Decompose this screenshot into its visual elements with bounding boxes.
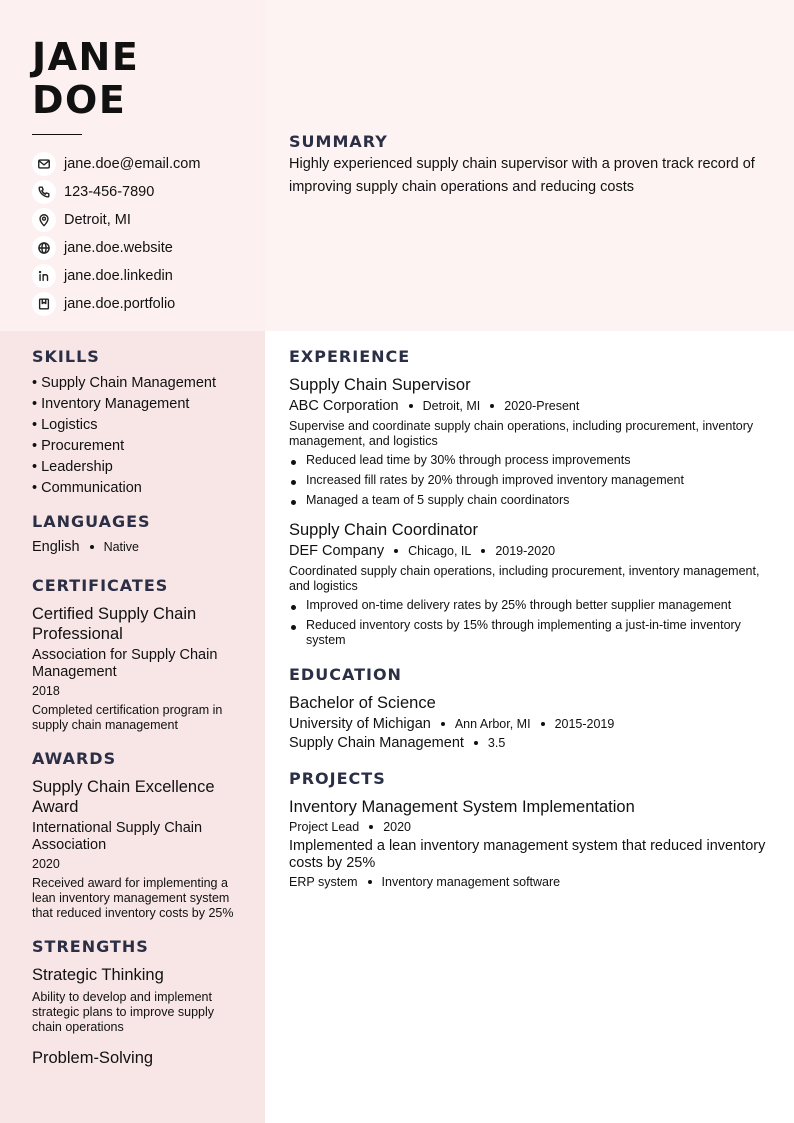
projects-title: PROJECTS	[289, 769, 386, 788]
candidate-name	[32, 36, 139, 122]
summary-text: Highly experienced supply chain supervisor with a proven track record of improving supply chain operations and reducing costs	[289, 156, 755, 195]
separator-dot	[474, 741, 478, 745]
project-desc: Implemented a lean inventory management system that reduced inventory costs by 25%	[289, 838, 766, 871]
job-meta	[289, 543, 774, 559]
award-org: International Supply Chain Association	[32, 820, 203, 853]
separator-dot	[481, 549, 485, 553]
contact-linkedin[interactable]	[32, 262, 200, 290]
certificates-section	[32, 576, 242, 733]
contact-website[interactable]	[32, 234, 200, 262]
language-level: Native	[103, 540, 139, 554]
location-pin-icon	[32, 208, 56, 232]
experience-item	[289, 520, 774, 648]
name-first: JANE	[32, 35, 140, 79]
strength-name: Strategic Thinking	[32, 966, 164, 984]
job-desc: Supervise and coordinate supply chain operations, including procurement, inventory management, and logistics	[289, 419, 754, 448]
project-tag: Inventory management software	[381, 875, 561, 889]
gpa: 3.5	[487, 736, 506, 750]
education-title: EDUCATION	[289, 665, 402, 684]
job-dates: 2020-Present	[504, 399, 580, 413]
summary-title: SUMMARY	[289, 132, 388, 151]
education-section	[289, 665, 774, 751]
school-name: University of Michigan	[289, 716, 431, 732]
job-location: Chicago, IL	[408, 544, 472, 558]
job-meta	[289, 398, 774, 414]
contact-email[interactable]	[32, 150, 200, 178]
list-item: Increased fill rates by 20% through improved inventory management	[289, 473, 774, 488]
languages-section	[32, 512, 242, 555]
project-tags	[289, 875, 774, 889]
list-item: • Leadership	[32, 459, 113, 475]
job-dates: 2019-2020	[495, 544, 556, 558]
contact-website-text: jane.doe.website	[64, 240, 173, 256]
list-item: Managed a team of 5 supply chain coordinators	[289, 493, 774, 508]
contact-email-text: jane.doe@email.com	[64, 156, 201, 172]
list-item: Improved on-time delivery rates by 25% through better supplier management	[289, 598, 774, 613]
contact-linkedin-text: jane.doe.linkedin	[64, 268, 173, 284]
separator-dot	[369, 825, 373, 829]
job-company: ABC Corporation	[289, 398, 399, 414]
summary-section	[289, 132, 774, 199]
separator-dot	[90, 545, 94, 549]
awards-section	[32, 749, 242, 921]
field-meta	[289, 735, 774, 751]
strengths-section	[32, 937, 242, 1068]
contact-location-text: Detroit, MI	[64, 212, 131, 228]
field-of-study: Supply Chain Management	[289, 735, 464, 751]
list-item: • Inventory Management	[32, 396, 190, 412]
school-location: Ann Arbor, MI	[454, 717, 531, 731]
languages-title: LANGUAGES	[32, 512, 151, 531]
main-content	[289, 347, 774, 889]
certificate-org: Association for Supply Chain Management	[32, 647, 218, 680]
separator-dot	[441, 722, 445, 726]
certificate-name: Certified Supply Chain Professional	[32, 605, 197, 643]
contact-phone[interactable]	[32, 178, 200, 206]
strength-desc: Ability to develop and implement strategic plans to improve supply chain operations	[32, 990, 215, 1034]
certificate-year: 2018	[32, 684, 60, 698]
job-desc: Coordinated supply chain operations, including procurement, inventory management, and logistics	[289, 564, 760, 593]
separator-dot	[490, 404, 494, 408]
strengths-title: STRENGTHS	[32, 937, 149, 956]
certificate-desc: Completed certification program in supply chain management	[32, 703, 223, 732]
separator-dot	[394, 549, 398, 553]
language-name: English	[32, 539, 80, 555]
phone-icon	[32, 180, 56, 204]
list-item: Reduced lead time by 30% through process improvements	[289, 453, 774, 468]
school-meta	[289, 716, 774, 732]
name-last: DOE	[32, 78, 127, 122]
job-location: Detroit, MI	[422, 399, 481, 413]
school-dates: 2015-2019	[554, 717, 615, 731]
skills-section	[32, 347, 242, 499]
project-meta	[289, 820, 774, 834]
portfolio-icon	[32, 292, 56, 316]
certificates-title: CERTIFICATES	[32, 576, 169, 595]
list-item: Reduced inventory costs by 15% through implementing a just-in-time inventory system	[289, 618, 774, 648]
linkedin-icon	[32, 264, 56, 288]
separator-dot	[368, 880, 372, 884]
sidebar-content	[32, 347, 242, 1068]
award-desc: Received award for implementing a lean inventory management system that reduced inventory costs by 25%	[32, 876, 234, 920]
job-bullets	[289, 453, 774, 508]
list-item: • Logistics	[32, 417, 98, 433]
experience-section	[289, 347, 774, 648]
project-year: 2020	[383, 820, 411, 834]
list-item: • Supply Chain Management	[32, 375, 217, 391]
separator-dot	[541, 722, 545, 726]
awards-title: AWARDS	[32, 749, 117, 768]
contact-location	[32, 206, 200, 234]
experience-title: EXPERIENCE	[289, 347, 411, 366]
contact-portfolio-text: jane.doe.portfolio	[64, 296, 176, 312]
project-tag: ERP system	[289, 875, 358, 889]
job-role: Supply Chain Supervisor	[289, 376, 471, 394]
degree: Bachelor of Science	[289, 694, 436, 712]
language-item	[32, 539, 242, 555]
list-item: • Communication	[32, 480, 142, 496]
skills-title: SKILLS	[32, 347, 100, 366]
skills-list	[32, 373, 242, 499]
job-role: Supply Chain Coordinator	[289, 521, 478, 539]
strength-name: Problem-Solving	[32, 1049, 154, 1067]
job-company: DEF Company	[289, 543, 385, 559]
contact-phone-text: 123-456-7890	[64, 184, 155, 200]
globe-icon	[32, 236, 56, 260]
project-role: Project Lead	[289, 820, 360, 834]
mail-icon	[32, 152, 56, 176]
award-name: Supply Chain Excellence Award	[32, 778, 215, 816]
projects-section	[289, 769, 774, 889]
contact-portfolio[interactable]	[32, 290, 200, 318]
experience-item	[289, 375, 774, 508]
award-year: 2020	[32, 857, 60, 871]
separator-dot	[409, 404, 413, 408]
job-bullets	[289, 598, 774, 648]
name-divider	[32, 134, 82, 135]
contact-list	[32, 150, 200, 318]
list-item: • Procurement	[32, 438, 125, 454]
project-name: Inventory Management System Implementation	[289, 798, 635, 816]
